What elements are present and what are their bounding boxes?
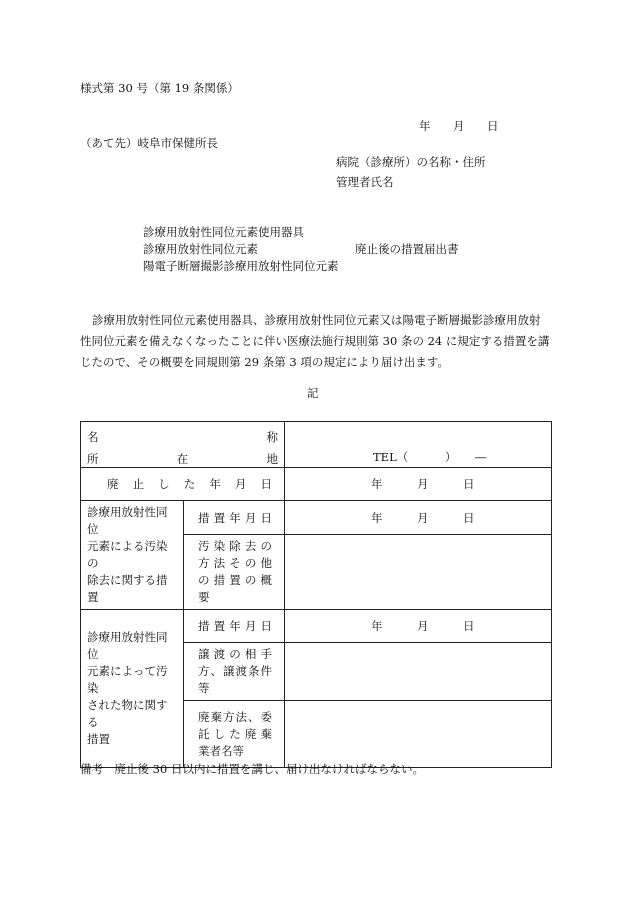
title-line-2: 診療用放射性同位元素 <box>143 242 258 256</box>
decon-date-char-1: 措 <box>198 510 210 525</box>
decon-method-label-cell <box>184 535 285 610</box>
decon-method-line-3: の措置の概 <box>198 573 272 587</box>
decon-date-char-5: 日 <box>260 510 272 525</box>
abolish-char-2: 止 <box>132 477 145 491</box>
row-contam-date <box>81 610 552 643</box>
manager-name-label: 管理者氏名 <box>336 175 394 189</box>
contam-disposal-label-cell <box>184 701 285 768</box>
contam-date-char-5: 日 <box>260 619 272 633</box>
abolish-char-7: 日 <box>260 477 272 491</box>
contam-date-char-1: 措 <box>198 619 210 633</box>
name-address-value-cell[interactable] <box>285 422 552 468</box>
contam-transfer-line-1: 譲渡の相手 <box>198 647 272 661</box>
abolish-day-label: 日 <box>463 477 475 491</box>
decon-date-char-2: 置 <box>213 510 226 525</box>
body-paragraph <box>80 310 550 373</box>
contam-category-line-2: 元素によって汚染 <box>87 664 168 695</box>
contam-month-label: 月 <box>417 619 429 633</box>
abolish-char-3: し <box>158 477 170 491</box>
decon-method-line-1: 汚染除去の <box>198 539 272 553</box>
address-char-2: 在 <box>176 452 189 466</box>
address-char-3: 地 <box>266 452 278 466</box>
contam-date-value-cell[interactable] <box>285 610 552 643</box>
form-number: 様式第 30 号（第 19 条関係） <box>80 81 239 95</box>
contam-category-line-4: 措置 <box>87 732 110 746</box>
tel-label: TEL（ <box>373 450 409 464</box>
title-suffix: 廃止後の措置届出書 <box>355 242 459 256</box>
decon-date-char-3: 年 <box>229 510 241 525</box>
title-line-1: 診療用放射性同位元素使用器具 <box>143 225 304 239</box>
body-line-3: じたので、その概要を同規則第 29 条第 3 項の規定により届け出ます。 <box>80 355 449 369</box>
decon-date-char-4: 月 <box>244 510 257 525</box>
row-abolish-date <box>81 468 552 501</box>
row-decon-date <box>81 501 552 535</box>
decon-method-value-cell[interactable] <box>285 535 552 610</box>
decon-date-value-cell[interactable] <box>285 501 552 535</box>
abolish-char-5: 年 <box>209 477 221 491</box>
contam-category-line-3: された物に関する <box>87 698 168 729</box>
contam-year-label: 年 <box>371 619 383 633</box>
contam-date-char-3: 年 <box>229 619 241 633</box>
ki-mark: 記 <box>307 386 319 400</box>
decon-category-line-1: 診療用放射性同位 <box>87 505 168 536</box>
decon-month-label: 月 <box>417 510 429 525</box>
decon-year-label: 年 <box>371 510 383 525</box>
address-char-1: 所 <box>87 452 99 466</box>
name-char-2: 称 <box>266 430 278 444</box>
abolish-char-6: 月 <box>234 477 247 491</box>
decon-category-line-3: 除去に関する措置 <box>87 573 168 604</box>
title-line-3: 陽電子断層撮影診療用放射性同位元素 <box>143 259 339 273</box>
contam-day-label: 日 <box>463 619 475 633</box>
abolish-date-label <box>81 476 284 492</box>
row-name-address <box>81 422 552 468</box>
date-day-label: 日 <box>487 119 499 133</box>
decon-date-label-cell <box>184 501 285 535</box>
name-address-label-cell <box>81 422 285 468</box>
abolish-month-label: 月 <box>417 477 429 491</box>
abolish-date-label-cell <box>81 468 285 501</box>
contam-category-line-1: 診療用放射性同位 <box>87 630 168 661</box>
remarks: 備考 廃止後 30 日以内に措置を講じ、届け出なければならない。 <box>80 762 424 776</box>
contam-disposal-value-cell[interactable] <box>285 701 552 768</box>
body-line-2: 性同位元素を備えなくなったことに伴い医療法施行規則第 30 条の 24 に規定する措置を講 <box>80 334 550 348</box>
decon-date-label <box>184 510 284 526</box>
abolish-char-1: 廃 <box>107 477 119 491</box>
contam-transfer-value-cell[interactable] <box>285 643 552 701</box>
decon-category-line-2: 元素による汚染の <box>87 539 168 570</box>
contam-date-char-2: 置 <box>213 619 226 633</box>
date-month-label: 月 <box>453 119 465 133</box>
contam-category-cell <box>81 610 184 768</box>
contam-transfer-line-3: 等 <box>198 681 210 695</box>
notification-table <box>80 421 552 768</box>
decon-day-label: 日 <box>463 510 475 525</box>
contam-disposal-line-3: 業者名等 <box>198 743 244 758</box>
date-year-label: 年 <box>419 119 431 133</box>
contam-date-label <box>184 618 284 634</box>
decon-method-line-2: 方法その他 <box>198 556 272 570</box>
address-label <box>81 451 284 467</box>
addressee: （あて先）岐阜市保健所長 <box>80 136 218 150</box>
decon-category-cell <box>81 501 184 610</box>
contam-transfer-line-2: 方、譲渡条件 <box>198 664 272 678</box>
decon-method-line-4: 要 <box>198 590 210 604</box>
body-line-1: 診療用放射性同位元素使用器具、診療用放射性同位元素又は陽電子断層撮影診療用放射 <box>92 313 541 327</box>
contam-disposal-line-1: 廃棄方法、委 <box>198 709 272 724</box>
contam-transfer-label-cell <box>184 643 285 701</box>
contam-date-label-cell <box>184 610 285 643</box>
name-char-1: 名 <box>87 430 99 444</box>
tel-close-paren: ） <box>445 450 457 464</box>
abolish-year-label: 年 <box>371 477 383 491</box>
contam-disposal-line-2: 託した廃棄 <box>198 726 272 741</box>
abolish-date-value-cell[interactable] <box>285 468 552 501</box>
tel-dash: ― <box>475 450 487 464</box>
hospital-name-address-label: 病院（診療所）の名称・住所 <box>336 155 486 169</box>
abolish-char-4: た <box>183 477 196 491</box>
contam-date-char-4: 月 <box>244 619 257 633</box>
name-label <box>81 429 284 445</box>
